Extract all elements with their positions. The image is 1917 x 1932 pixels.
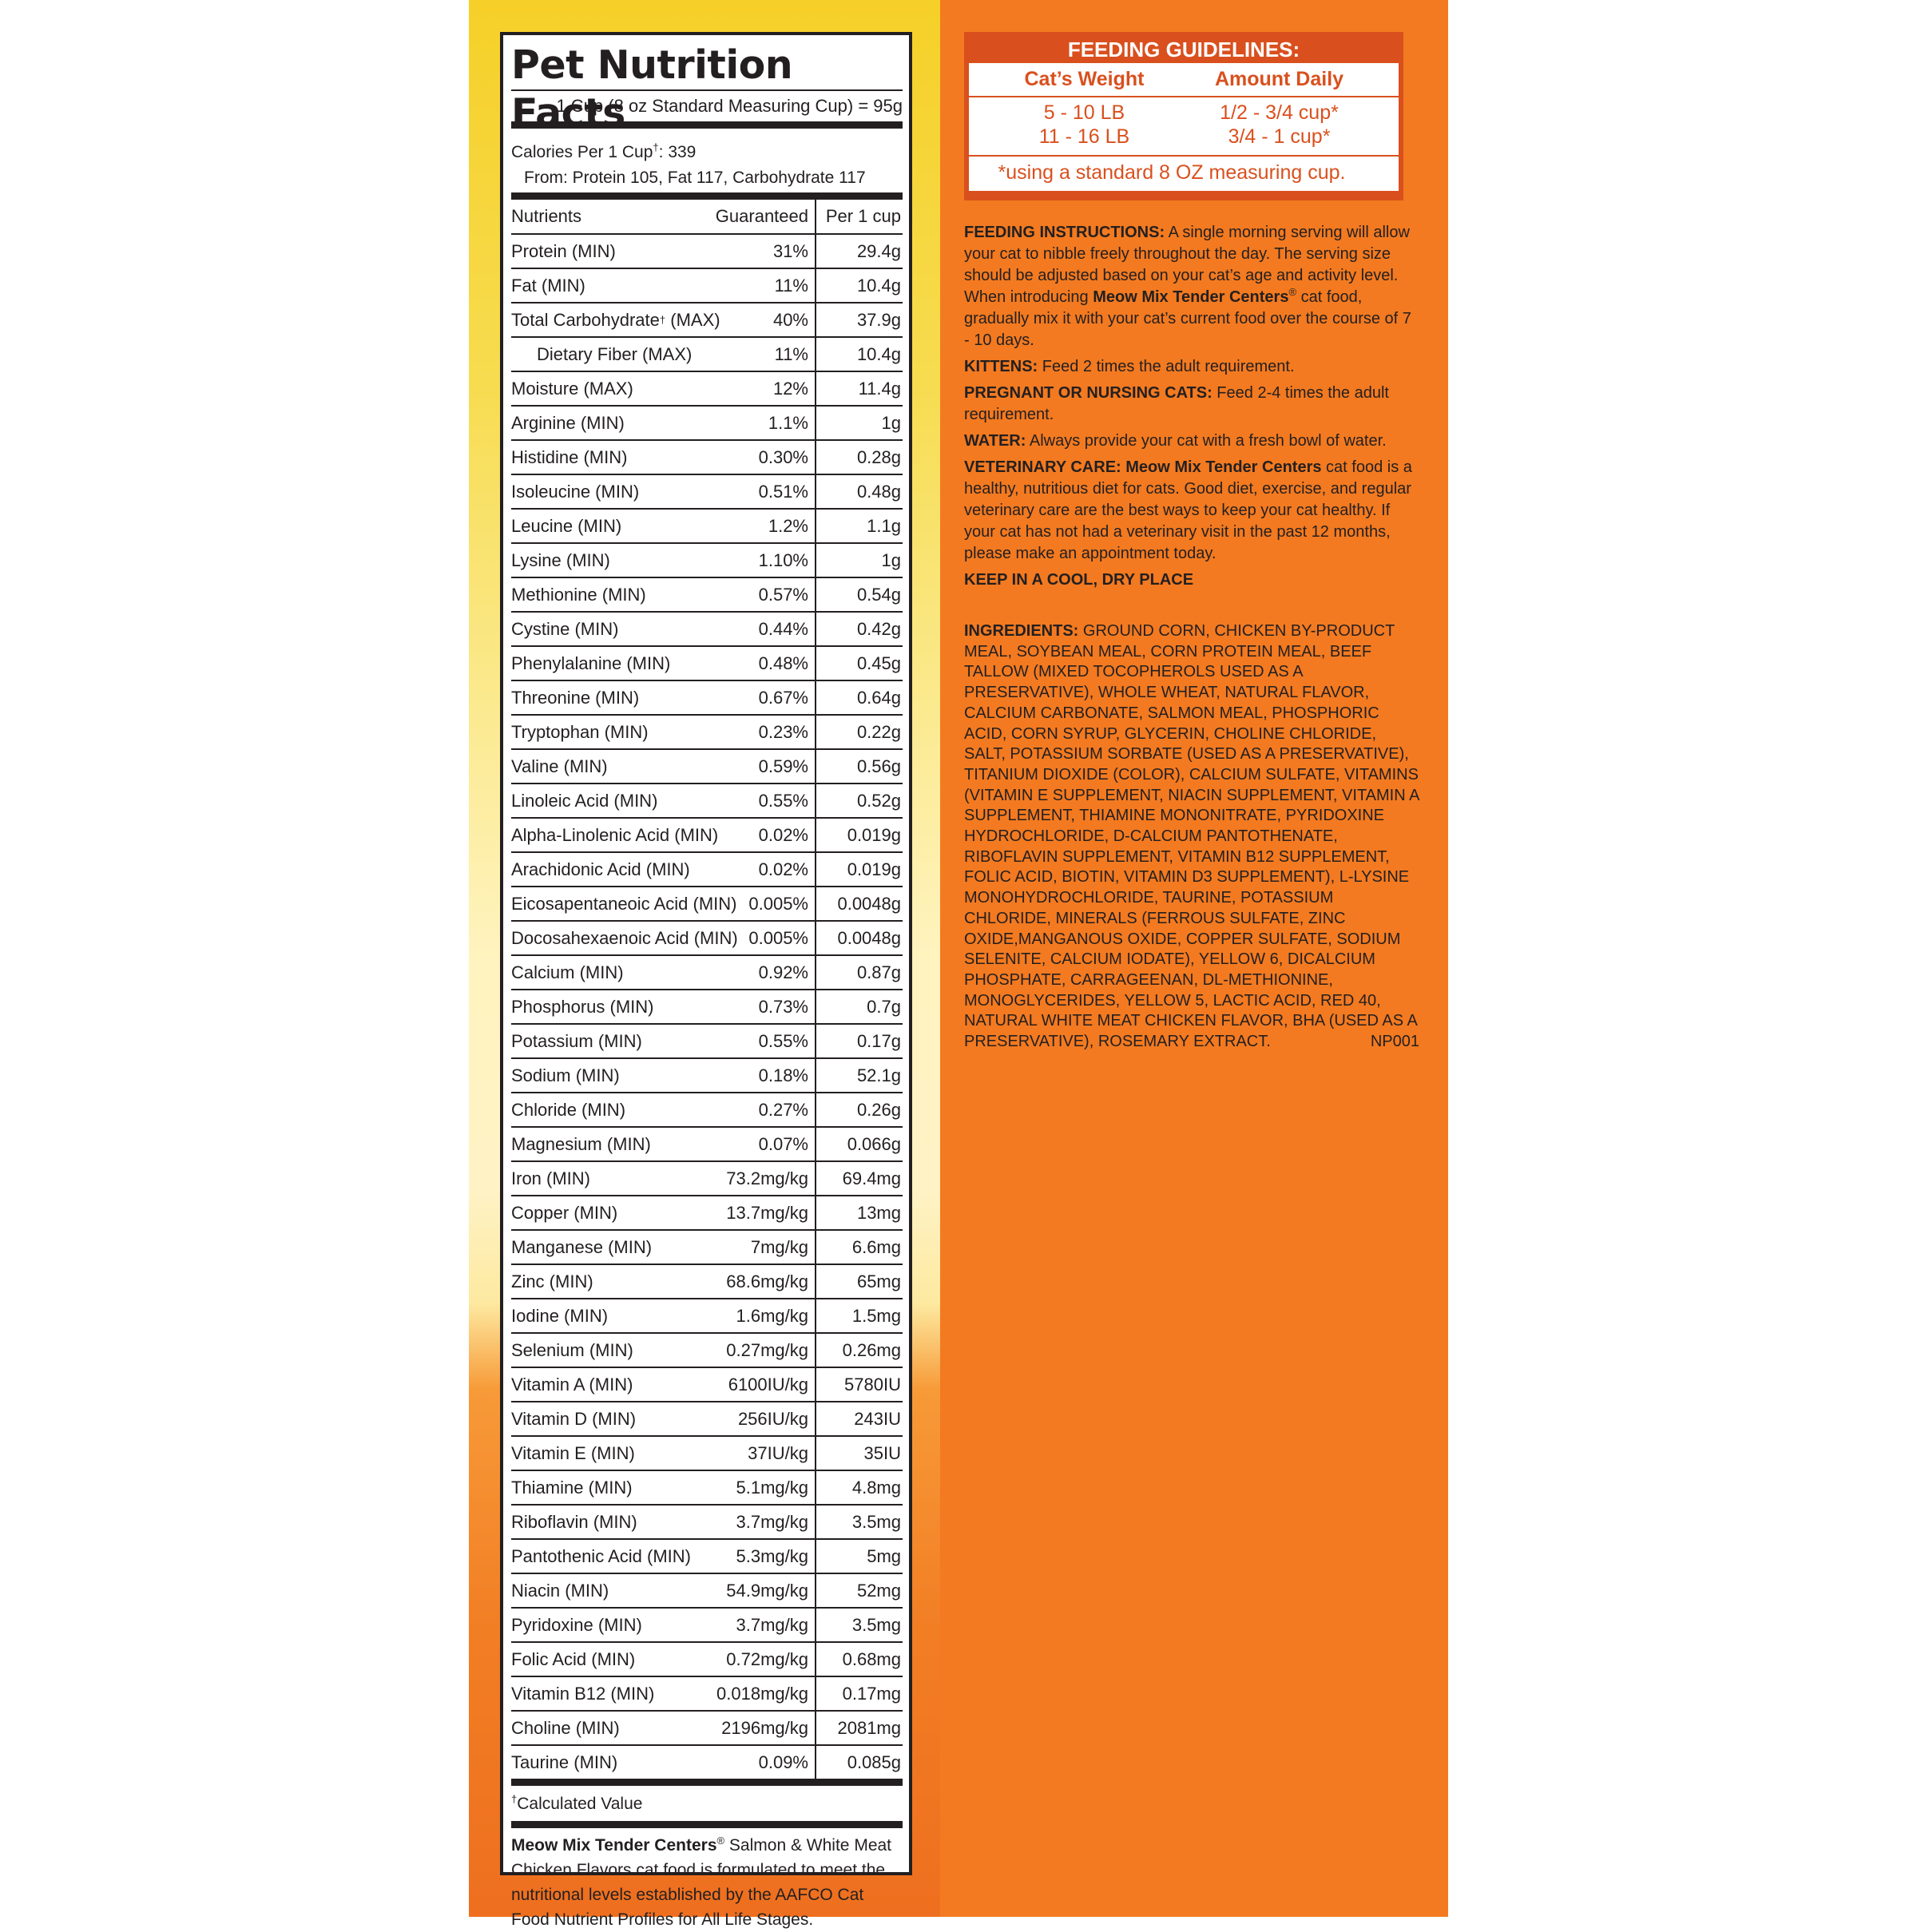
- header-per-cup: Per 1 cup: [825, 206, 901, 226]
- nutrient-row: [511, 1401, 903, 1435]
- feeding-text-2: cat food, gradually mix it with your cat’s current food over the course of 7 - 10 days.: [964, 288, 1411, 349]
- nutrient-name-text: Zinc (MIN): [511, 1271, 593, 1291]
- per-cup-value: 0.019g: [847, 859, 901, 879]
- nutrient-name: [511, 1162, 720, 1195]
- per-cup-value: 0.87g: [856, 962, 901, 982]
- nutrient-name: [511, 1506, 720, 1538]
- pregnant-paragraph: [964, 383, 1419, 426]
- per-cup-value: 0.42g: [856, 618, 901, 639]
- ingredients-label: INGREDIENTS:: [964, 622, 1079, 640]
- guaranteed-value: 0.23%: [720, 716, 816, 748]
- nutrient-name-text: Cystine (MIN): [511, 618, 619, 639]
- guaranteed-value: 5.1mg/kg: [720, 1471, 816, 1504]
- per-cup-value: 0.085g: [847, 1751, 901, 1772]
- per-cup-value: 0.56g: [856, 756, 901, 776]
- water-text: Always provide your cat with a fresh bowl of water.: [1026, 432, 1387, 450]
- nutrient-row: [511, 1538, 903, 1573]
- nutrient-name-text: Methionine (MIN): [511, 584, 646, 605]
- nutrient-name: [511, 1574, 720, 1607]
- nutrient-row: [511, 611, 903, 645]
- guaranteed-value: 12%: [720, 372, 816, 405]
- nutrient-row: [511, 1298, 903, 1332]
- nutrient-row: [511, 577, 903, 611]
- storage-text: KEEP IN A COOL, DRY PLACE: [964, 571, 1194, 589]
- per-cup-value: 3.5mg: [851, 1614, 901, 1635]
- nutrient-name: [511, 235, 720, 268]
- nutrient-name-text: Manganese (MIN): [511, 1236, 653, 1257]
- nutrient-name: [511, 887, 737, 920]
- nutrient-row: [511, 645, 903, 680]
- nutrient-row: [511, 680, 903, 714]
- nutrient-name-text: Dietary Fiber (MAX): [537, 343, 693, 364]
- nutrient-name: [511, 1540, 720, 1573]
- guaranteed-value: 54.9mg/kg: [720, 1574, 816, 1607]
- nutrient-row: [511, 851, 903, 886]
- nutrient-name: [511, 1471, 720, 1504]
- nutrient-row: [511, 268, 903, 302]
- guaranteed-value: 31%: [720, 235, 816, 268]
- nutrient-table-body: [511, 233, 903, 1779]
- guaranteed-value: 0.73%: [720, 990, 816, 1023]
- calories-value: : 339: [658, 143, 697, 161]
- per-cup-value: 37.9g: [856, 309, 901, 330]
- nutrient-name-text: Vitamin A (MIN): [511, 1374, 633, 1394]
- nutrient-name: [511, 1265, 720, 1298]
- per-cup-value: 0.48g: [856, 481, 901, 502]
- guaranteed-value: 0.57%: [720, 578, 816, 611]
- brand-name: Meow Mix Tender Centers: [1121, 458, 1322, 476]
- vet-paragraph: [964, 457, 1419, 565]
- nutrient-row: [511, 1504, 903, 1538]
- per-cup-value: 11.4g: [858, 378, 901, 399]
- nutrient-name-text: Pantothenic Acid (MIN): [511, 1545, 691, 1566]
- guaranteed-value: 40%: [720, 303, 816, 336]
- nutrient-name: [511, 544, 720, 577]
- per-cup-value: 52.1g: [856, 1065, 901, 1085]
- nutrient-row: [511, 1744, 903, 1779]
- nutrient-row: [511, 1435, 903, 1470]
- nutrient-row: [511, 1160, 903, 1195]
- nutrient-name-text: Eicosapentaneoic Acid (MIN): [511, 893, 737, 914]
- amount-value: 1/2 - 3/4 cup*: [1220, 101, 1339, 124]
- per-cup-value: 0.54g: [856, 584, 901, 605]
- guaranteed-value: 1.1%: [720, 407, 816, 439]
- nutrient-row: [511, 336, 903, 371]
- nutrient-row: [511, 1195, 903, 1229]
- pregnant-label: PREGNANT OR NURSING CATS:: [964, 384, 1213, 402]
- per-cup-value: 1.1g: [867, 515, 901, 536]
- nutrient-name-text: Total Carbohydrate: [511, 309, 660, 330]
- nutrient-name: [511, 1128, 720, 1160]
- calories-line: [511, 140, 903, 165]
- nutrient-name: [511, 1609, 720, 1641]
- guideline-row: [969, 125, 1399, 149]
- nutrient-name-text: Valine (MIN): [511, 756, 608, 776]
- nutrient-name-text: Arachidonic Acid (MIN): [511, 859, 690, 879]
- calories-block: [511, 129, 903, 192]
- storage-paragraph: [964, 569, 1419, 591]
- guaranteed-value: 3.7mg/kg: [720, 1609, 816, 1641]
- brand-name: Meow Mix Tender Centers: [511, 1836, 717, 1855]
- per-cup-value: 0.64g: [856, 687, 901, 708]
- nutrient-name-text: Thiamine (MIN): [511, 1477, 633, 1498]
- per-cup-value: 0.17g: [856, 1030, 901, 1051]
- nutrient-name: [511, 1712, 720, 1744]
- guaranteed-value: 0.018mg/kg: [720, 1677, 816, 1710]
- nutrient-name-text: Docosahexaenoic Acid (MIN): [511, 927, 738, 948]
- nutrient-row: [511, 954, 903, 989]
- nutrient-row: [511, 405, 903, 439]
- guaranteed-value: 11%: [720, 338, 816, 371]
- nutrient-row: [511, 371, 903, 405]
- nutrient-name: [511, 1746, 720, 1779]
- nutrient-row: [511, 1057, 903, 1092]
- nutrient-table-header: [511, 200, 903, 233]
- guideline-row: [969, 101, 1399, 125]
- nutrition-facts-title: Pet Nutrition Facts: [511, 42, 793, 136]
- guaranteed-value: 0.55%: [720, 1025, 816, 1057]
- nutrient-name: [511, 853, 720, 886]
- footnote-text: Calculated Value: [517, 1795, 643, 1813]
- nutrient-name-text: Riboflavin (MIN): [511, 1511, 637, 1532]
- nutrient-name: [511, 1059, 720, 1092]
- nutrient-row: [511, 1229, 903, 1264]
- guaranteed-value: 37IU/kg: [720, 1437, 816, 1470]
- guaranteed-value: 73.2mg/kg: [720, 1162, 816, 1195]
- header-guaranteed: Guaranteed: [720, 200, 816, 233]
- nutrient-name: [511, 1402, 720, 1435]
- feeding-label: FEEDING INSTRUCTIONS:: [964, 224, 1165, 241]
- header-amount-daily: Amount Daily: [1214, 68, 1344, 90]
- feeding-guidelines-table: [969, 63, 1399, 191]
- per-cup-value: 0.22g: [856, 721, 901, 742]
- nutrient-name-text: Pyridoxine (MIN): [511, 1614, 642, 1635]
- nutrient-row: [511, 302, 903, 336]
- divider-thick: [511, 192, 903, 200]
- nutrient-name: [511, 475, 720, 508]
- kittens-text: Feed 2 times the adult requirement.: [1038, 358, 1295, 375]
- nutrient-name-suffix: (MAX): [665, 309, 720, 330]
- guaranteed-value: 0.18%: [720, 1059, 816, 1092]
- guidelines-body: [969, 97, 1399, 157]
- nutrient-row: [511, 886, 903, 920]
- guaranteed-value: 0.44%: [720, 613, 816, 645]
- nutrient-row: [511, 714, 903, 748]
- nutrient-name-text: Taurine (MIN): [511, 1751, 618, 1772]
- nutrient-name: [511, 578, 720, 611]
- nutrient-name: [511, 1231, 720, 1264]
- per-cup-value: 0.68mg: [842, 1648, 901, 1669]
- ingredients-list: [964, 621, 1419, 1053]
- nutrient-name-text: Choline (MIN): [511, 1717, 620, 1738]
- nutrient-row: [511, 233, 903, 268]
- nutrient-name-text: Iodine (MIN): [511, 1305, 609, 1326]
- nutrient-name: [511, 956, 720, 989]
- guaranteed-value: 0.72mg/kg: [720, 1643, 816, 1676]
- nutrient-name-text: Copper (MIN): [511, 1202, 618, 1223]
- per-cup-value: 10.4g: [856, 343, 901, 364]
- nutrient-name-text: Vitamin B12 (MIN): [511, 1683, 655, 1704]
- brand-name: Meow Mix Tender Centers: [1093, 288, 1289, 306]
- nutrient-name: [511, 1334, 720, 1367]
- nutrient-name-text: Vitamin E (MIN): [511, 1442, 635, 1463]
- guaranteed-value: 1.2%: [720, 510, 816, 542]
- nutrient-row: [511, 1641, 903, 1676]
- divider-thick: [511, 1821, 903, 1828]
- nutrient-row: [511, 1332, 903, 1367]
- per-cup-value: 52mg: [856, 1580, 901, 1601]
- nutrient-name: [511, 269, 720, 302]
- nutrient-name: [511, 1643, 720, 1676]
- serving-size: 1 Cup (8 oz Standard Measuring Cup) = 95g: [556, 96, 903, 116]
- nutrient-name: [511, 716, 720, 748]
- per-cup-value: 29.4g: [856, 240, 901, 261]
- vet-label: VETERINARY CARE:: [964, 458, 1121, 476]
- guaranteed-value: 1.10%: [720, 544, 816, 577]
- nutrient-row: [511, 1573, 903, 1607]
- per-cup-value: 243IU: [854, 1408, 901, 1429]
- kittens-paragraph: [964, 356, 1419, 378]
- nutrient-name: [511, 613, 720, 645]
- guaranteed-value: 256IU/kg: [720, 1402, 816, 1435]
- statement-text: Salmon & White Meat Chicken Flavors cat food is formulated to meet the nutritional levels established by the AAFCO Cat Food Nutrient Profiles for All Life Stages.: [511, 1836, 892, 1929]
- nutrient-row: [511, 542, 903, 577]
- dagger-mark: †: [511, 1793, 518, 1805]
- guidelines-note: *using a standard 8 OZ measuring cup.: [998, 161, 1346, 184]
- guaranteed-value: 7mg/kg: [720, 1231, 816, 1264]
- guidelines-header: [969, 63, 1399, 97]
- registered-mark: ®: [716, 1835, 725, 1847]
- feeding-instructions: [964, 222, 1419, 596]
- guaranteed-value: 0.55%: [720, 784, 816, 817]
- nutrient-name-text: Calcium (MIN): [511, 962, 624, 982]
- per-cup-value: 1.5mg: [851, 1305, 901, 1326]
- nutrient-name: [511, 819, 720, 851]
- guaranteed-value: 68.6mg/kg: [720, 1265, 816, 1298]
- nutrient-row: [511, 817, 903, 851]
- nutrient-name: [511, 784, 720, 817]
- weight-value: 5 - 10 LB: [1043, 101, 1125, 124]
- feeding-paragraph: [964, 222, 1419, 351]
- nutrient-name: [511, 922, 738, 954]
- nutrient-name-text: Isoleucine (MIN): [511, 481, 640, 502]
- per-cup-value: 1g: [881, 549, 901, 570]
- per-cup-value: 0.26g: [856, 1099, 901, 1120]
- per-cup-value: 0.0048g: [837, 927, 901, 948]
- nutrient-name: [511, 1299, 720, 1332]
- nutrient-row: [511, 1607, 903, 1641]
- calories-label: Calories Per 1 Cup: [511, 143, 653, 161]
- guaranteed-value: 0.59%: [720, 750, 816, 783]
- per-cup-value: 0.17mg: [842, 1683, 901, 1704]
- per-cup-value: 0.28g: [856, 446, 901, 467]
- nutrient-name: [511, 372, 720, 405]
- feeding-guidelines-box: [964, 32, 1403, 200]
- registered-mark: ®: [1288, 286, 1297, 298]
- per-cup-value: 0.066g: [847, 1133, 901, 1154]
- nutrient-row: [511, 1710, 903, 1744]
- nutrient-name: [511, 750, 720, 783]
- nutrient-name-text: Protein (MIN): [511, 240, 616, 261]
- nutrient-name-text: Lysine (MIN): [511, 549, 610, 570]
- nutrient-name: [511, 1677, 720, 1710]
- nutrient-name: [511, 1196, 720, 1229]
- nutrient-row: [511, 1126, 903, 1160]
- guaranteed-value: 0.005%: [720, 887, 816, 920]
- nutrient-row: [511, 748, 903, 783]
- guaranteed-value: 0.92%: [720, 956, 816, 989]
- guaranteed-value: 0.02%: [720, 819, 816, 851]
- per-cup-value: 0.0048g: [837, 893, 901, 914]
- nutrient-name: [511, 407, 720, 439]
- per-cup-value: 2081mg: [837, 1717, 901, 1738]
- guaranteed-value: 1.6mg/kg: [720, 1299, 816, 1332]
- per-cup-value: 0.7g: [867, 996, 901, 1017]
- nutrient-name: Total Carbohydrate † (MAX): [511, 309, 720, 330]
- guaranteed-value: 0.30%: [720, 441, 816, 474]
- nutrient-name: [511, 510, 720, 542]
- nutrition-facts-panel: [500, 32, 912, 1929]
- nutrient-name: [511, 1093, 720, 1126]
- nutrient-name-text: Alpha-Linolenic Acid (MIN): [511, 824, 719, 845]
- guaranteed-value: 0.27mg/kg: [720, 1334, 816, 1367]
- nutrient-name-text: Vitamin D (MIN): [511, 1408, 637, 1429]
- nutrient-name-text: Folic Acid (MIN): [511, 1648, 636, 1669]
- nutrient-row: [511, 1092, 903, 1126]
- header-cat-weight: Cat’s Weight: [1024, 68, 1145, 90]
- nutrient-name-text: Threonine (MIN): [511, 687, 640, 708]
- nutrient-name-text: Arginine (MIN): [511, 412, 625, 433]
- nutrient-name-text: Tryptophan (MIN): [511, 721, 649, 742]
- nutrient-row: [511, 989, 903, 1023]
- guaranteed-value: 0.07%: [720, 1128, 816, 1160]
- per-cup-value: 5mg: [867, 1545, 901, 1566]
- vet-text: cat food is a healthy, nutritious diet for cats. Good diet, exercise, and regular veterinary care are the best ways to keep your cat healthy. If your cat has not had a veterinary visit in the past 12 months, please make an appointment today.: [964, 458, 1412, 562]
- nutrient-name: [511, 681, 720, 714]
- per-cup-value: 0.019g: [847, 824, 901, 845]
- nutrient-name-text: Chloride (MIN): [511, 1099, 626, 1120]
- nutrient-name: [511, 338, 720, 371]
- nutrient-name-text: Linoleic Acid (MIN): [511, 790, 658, 811]
- nutrient-name: [511, 1025, 720, 1057]
- kittens-label: KITTENS:: [964, 358, 1038, 375]
- guaranteed-value: 0.005%: [720, 922, 816, 954]
- nutrient-row: [511, 1023, 903, 1057]
- nutrient-name-text: Niacin (MIN): [511, 1580, 609, 1601]
- nutrient-row: [511, 920, 903, 954]
- per-cup-value: 0.45g: [856, 653, 901, 673]
- ingredients-text: GROUND CORN, CHICKEN BY-PRODUCT MEAL, SOYBEAN MEAL, CORN PROTEIN MEAL, BEEF TALLOW (MIXED TOCOPHEROLS USED AS A PRESERVATIVE), WHOLE WHEAT, NATURAL FLAVOR, CALCIUM CARBONATE, SALMON MEAL, PHOSPHORIC ACID, CORN SYRUP, GLYCERIN, CHOLINE CHLORIDE, SALT, POTASSIUM SORBATE (USED AS A PRESERVATIVE), TITANIUM DIOXIDE (COLOR), CALCIUM SULFATE, VITAMINS (VITAMIN E SUPPLEMENT, NIACIN SUPPLEMENT, VITAMIN A SUPPLEMENT, THIAMINE MONONITRATE, PYRIDOXINE HYDROCHLORIDE, D-CALCIUM PANTOTHENATE, RIBOFLAVIN SUPPLEMENT, VITAMIN B12 SUPPLEMENT, FOLIC ACID, BIOTIN, VITAMIN D3 SUPPLEMENT), L-LYSINE MONOHYDROCHLORIDE, TAURINE, POTASSIUM CHLORIDE, MINERALS (FERROUS SULFATE, ZINC OXIDE,MANGANOUS OXIDE, COPPER SULFATE, SODIUM SELENITE, CALCIUM IODATE), YELLOW 6, DICALCIUM PHOSPHATE, CARRAGEENAN, DL-METHIONINE, MONOGLYCERIDES, YELLOW 5, LACTIC ACID, RED 40, NATURAL WHITE MEAT CHICKEN FLAVOR, BHA (USED AS A PRESERVATIVE), ROSEMARY EXTRACT.: [964, 622, 1419, 1051]
- guaranteed-value: 11%: [720, 269, 816, 302]
- nutrient-name-text: Selenium (MIN): [511, 1339, 633, 1360]
- weight-value: 11 - 16 LB: [1038, 125, 1130, 148]
- nutrient-name-text: Leucine (MIN): [511, 515, 622, 536]
- per-cup-value: 35IU: [863, 1442, 901, 1463]
- guaranteed-value: 13.7mg/kg: [720, 1196, 816, 1229]
- guaranteed-value: 3.7mg/kg: [720, 1506, 816, 1538]
- nutrient-row: [511, 508, 903, 542]
- nutrient-name-text: Sodium (MIN): [511, 1065, 620, 1085]
- nutrient-name: [511, 441, 720, 474]
- per-cup-value: 1g: [881, 412, 901, 433]
- nutrient-name: [511, 647, 720, 680]
- guaranteed-value: 6100IU/kg: [720, 1368, 816, 1401]
- water-paragraph: [964, 430, 1419, 452]
- calories-from: From: Protein 105, Fat 117, Carbohydrate 117: [524, 169, 866, 187]
- header-nutrients: Nutrients: [511, 206, 582, 226]
- per-cup-value: 6.6mg: [851, 1236, 901, 1257]
- per-cup-value: 13mg: [856, 1202, 901, 1223]
- per-cup-value: 69.4mg: [842, 1168, 901, 1188]
- nutrient-row: [511, 439, 903, 474]
- guaranteed-value: 0.48%: [720, 647, 816, 680]
- nutrient-name-text: Iron (MIN): [511, 1168, 590, 1188]
- per-cup-value: 0.52g: [856, 790, 901, 811]
- nutrient-row: [511, 1470, 903, 1504]
- guaranteed-value: 0.02%: [720, 853, 816, 886]
- nutrient-name-text: Phenylalanine (MIN): [511, 653, 671, 673]
- product-code: NP001: [1370, 1033, 1419, 1051]
- nutrient-name-text: Phosphorus (MIN): [511, 996, 654, 1017]
- per-cup-value: 3.5mg: [851, 1511, 901, 1532]
- guaranteed-value: 0.51%: [720, 475, 816, 508]
- nutrient-row: [511, 474, 903, 508]
- nutrient-name: [511, 1368, 720, 1401]
- per-cup-value: 5780IU: [844, 1374, 901, 1394]
- nutrient-name: [511, 1437, 720, 1470]
- nutrient-name-text: Fat (MIN): [511, 275, 585, 296]
- per-cup-value: 4.8mg: [851, 1477, 901, 1498]
- nutrient-row: [511, 1264, 903, 1298]
- footnote: [511, 1786, 903, 1821]
- water-label: WATER:: [964, 432, 1026, 450]
- nutrient-name: [511, 990, 720, 1023]
- guaranteed-value: 2196mg/kg: [720, 1712, 816, 1744]
- nutrient-name-text: Moisture (MAX): [511, 378, 633, 399]
- per-cup-value: 10.4g: [856, 275, 901, 296]
- nutrient-row: [511, 1676, 903, 1710]
- nutrient-name-text: Histidine (MIN): [511, 446, 628, 467]
- guaranteed-value: 0.09%: [720, 1746, 816, 1779]
- nutrient-row: [511, 783, 903, 817]
- per-cup-value: 65mg: [856, 1271, 901, 1291]
- feeding-text: A single morning serving will allow your cat to nibble freely throughout the day. The serving size should be adjusted based on your cat’s age and activity level. When introducing: [964, 224, 1410, 306]
- per-cup-value: 0.26mg: [842, 1339, 901, 1360]
- nutrient-row: [511, 1367, 903, 1401]
- guaranteed-value: 0.27%: [720, 1093, 816, 1126]
- dagger-mark: †: [653, 141, 659, 153]
- nutrient-name-text: Magnesium (MIN): [511, 1133, 651, 1154]
- nutrient-name-text: Potassium (MIN): [511, 1030, 642, 1051]
- feeding-guidelines-title: FEEDING GUIDELINES:: [1067, 38, 1300, 61]
- guaranteed-value: 0.67%: [720, 681, 816, 714]
- pregnant-text: Feed 2-4 times the adult requirement.: [964, 384, 1389, 423]
- amount-value: 3/4 - 1 cup*: [1228, 125, 1331, 148]
- guaranteed-value: 5.3mg/kg: [720, 1540, 816, 1573]
- divider-thick: [511, 1779, 903, 1786]
